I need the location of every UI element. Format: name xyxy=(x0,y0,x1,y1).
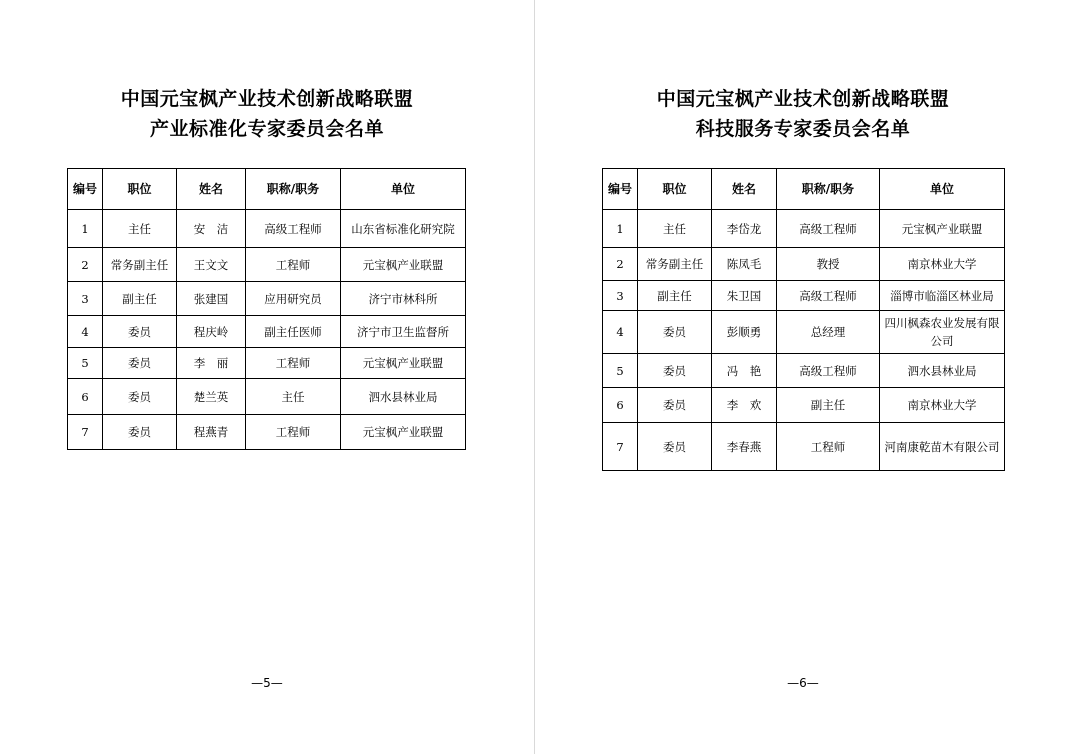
cell-number: 6 xyxy=(603,388,638,423)
cell-number: 3 xyxy=(68,282,103,316)
cell-position: 主任 xyxy=(103,210,177,248)
cell-position: 常务副主任 xyxy=(638,248,712,281)
cell-title: 高级工程师 xyxy=(777,354,880,388)
cell-name: 程燕青 xyxy=(177,415,246,450)
cell-name: 李 丽 xyxy=(177,348,246,379)
header-number: 编号 xyxy=(603,169,638,210)
cell-unit: 元宝枫产业联盟 xyxy=(880,210,1005,248)
cell-title: 主任 xyxy=(246,379,341,415)
cell-unit: 泗水县林业局 xyxy=(880,354,1005,388)
cell-title: 高级工程师 xyxy=(777,281,880,311)
cell-unit: 河南康乾苗木有限公司 xyxy=(880,423,1005,471)
table-row xyxy=(603,354,1005,388)
header-unit: 单位 xyxy=(880,169,1005,210)
cell-title: 高级工程师 xyxy=(246,210,341,248)
right-page-number: —6— xyxy=(787,676,819,690)
table-row xyxy=(68,316,466,348)
cell-number: 5 xyxy=(68,348,103,379)
header-title: 职称/职务 xyxy=(777,169,880,210)
cell-number: 2 xyxy=(603,248,638,281)
left-page xyxy=(0,0,534,754)
cell-name: 冯 艳 xyxy=(712,354,777,388)
cell-title: 教授 xyxy=(777,248,880,281)
cell-position: 副主任 xyxy=(103,282,177,316)
cell-number: 4 xyxy=(68,316,103,348)
cell-unit: 济宁市林科所 xyxy=(341,282,466,316)
cell-position: 常务副主任 xyxy=(103,248,177,282)
left-page-number: —5— xyxy=(251,676,283,690)
header-number: 编号 xyxy=(68,169,103,210)
cell-name: 程庆岭 xyxy=(177,316,246,348)
cell-name: 朱卫国 xyxy=(712,281,777,311)
cell-position: 委员 xyxy=(103,348,177,379)
cell-name: 陈凤毛 xyxy=(712,248,777,281)
cell-unit: 元宝枫产业联盟 xyxy=(341,348,466,379)
right-page-title xyxy=(536,84,1070,144)
cell-name: 李岱龙 xyxy=(712,210,777,248)
cell-number: 3 xyxy=(603,281,638,311)
left-title-line2: 产业标准化专家委员会名单 xyxy=(149,118,384,140)
cell-unit: 元宝枫产业联盟 xyxy=(341,415,466,450)
cell-position: 副主任 xyxy=(638,281,712,311)
cell-number: 7 xyxy=(603,423,638,471)
cell-unit: 山东省标准化研究院 xyxy=(341,210,466,248)
cell-number: 7 xyxy=(68,415,103,450)
cell-title: 副主任 xyxy=(777,388,880,423)
cell-name: 李 欢 xyxy=(712,388,777,423)
table-header-row xyxy=(68,169,466,210)
page-divider xyxy=(534,0,535,754)
cell-name: 楚兰英 xyxy=(177,379,246,415)
left-roster-table xyxy=(67,168,466,450)
cell-unit: 南京林业大学 xyxy=(880,388,1005,423)
header-position: 职位 xyxy=(638,169,712,210)
cell-unit: 济宁市卫生监督所 xyxy=(341,316,466,348)
cell-unit: 淄博市临淄区林业局 xyxy=(880,281,1005,311)
cell-name: 彭顺勇 xyxy=(712,311,777,354)
cell-name: 李春燕 xyxy=(712,423,777,471)
cell-position: 主任 xyxy=(638,210,712,248)
right-title-line2: 科技服务专家委员会名单 xyxy=(695,118,911,140)
cell-title: 工程师 xyxy=(246,348,341,379)
table-header-row xyxy=(603,169,1005,210)
table-row xyxy=(603,248,1005,281)
cell-name: 安 洁 xyxy=(177,210,246,248)
right-page xyxy=(536,0,1070,754)
cell-title: 副主任医师 xyxy=(246,316,341,348)
cell-number: 4 xyxy=(603,311,638,354)
cell-title: 总经理 xyxy=(777,311,880,354)
table-row xyxy=(68,348,466,379)
cell-number: 6 xyxy=(68,379,103,415)
cell-position: 委员 xyxy=(638,388,712,423)
cell-unit: 泗水县林业局 xyxy=(341,379,466,415)
cell-title: 高级工程师 xyxy=(777,210,880,248)
cell-position: 委员 xyxy=(638,354,712,388)
table-row xyxy=(603,388,1005,423)
cell-name: 王文文 xyxy=(177,248,246,282)
cell-position: 委员 xyxy=(638,423,712,471)
cell-number: 1 xyxy=(603,210,638,248)
cell-unit: 南京林业大学 xyxy=(880,248,1005,281)
cell-unit: 四川枫森农业发展有限公司 xyxy=(880,311,1005,354)
right-title-line1: 中国元宝枫产业技术创新战略联盟 xyxy=(656,88,950,110)
cell-position: 委员 xyxy=(638,311,712,354)
left-title-line1: 中国元宝枫产业技术创新战略联盟 xyxy=(120,88,414,110)
header-name: 姓名 xyxy=(712,169,777,210)
cell-title: 工程师 xyxy=(246,415,341,450)
header-name: 姓名 xyxy=(177,169,246,210)
cell-number: 1 xyxy=(68,210,103,248)
table-row xyxy=(603,311,1005,354)
cell-title: 应用研究员 xyxy=(246,282,341,316)
table-row xyxy=(603,281,1005,311)
cell-number: 2 xyxy=(68,248,103,282)
table-row xyxy=(68,379,466,415)
left-page-title xyxy=(0,84,534,144)
table-row xyxy=(68,415,466,450)
cell-title: 工程师 xyxy=(246,248,341,282)
cell-name: 张建国 xyxy=(177,282,246,316)
header-unit: 单位 xyxy=(341,169,466,210)
table-row xyxy=(603,210,1005,248)
right-roster-table xyxy=(602,168,1005,471)
cell-position: 委员 xyxy=(103,379,177,415)
cell-title: 工程师 xyxy=(777,423,880,471)
cell-number: 5 xyxy=(603,354,638,388)
cell-unit: 元宝枫产业联盟 xyxy=(341,248,466,282)
table-row xyxy=(68,248,466,282)
header-position: 职位 xyxy=(103,169,177,210)
cell-position: 委员 xyxy=(103,415,177,450)
cell-position: 委员 xyxy=(103,316,177,348)
table-row xyxy=(68,282,466,316)
header-title: 职称/职务 xyxy=(246,169,341,210)
table-row xyxy=(68,210,466,248)
table-row xyxy=(603,423,1005,471)
